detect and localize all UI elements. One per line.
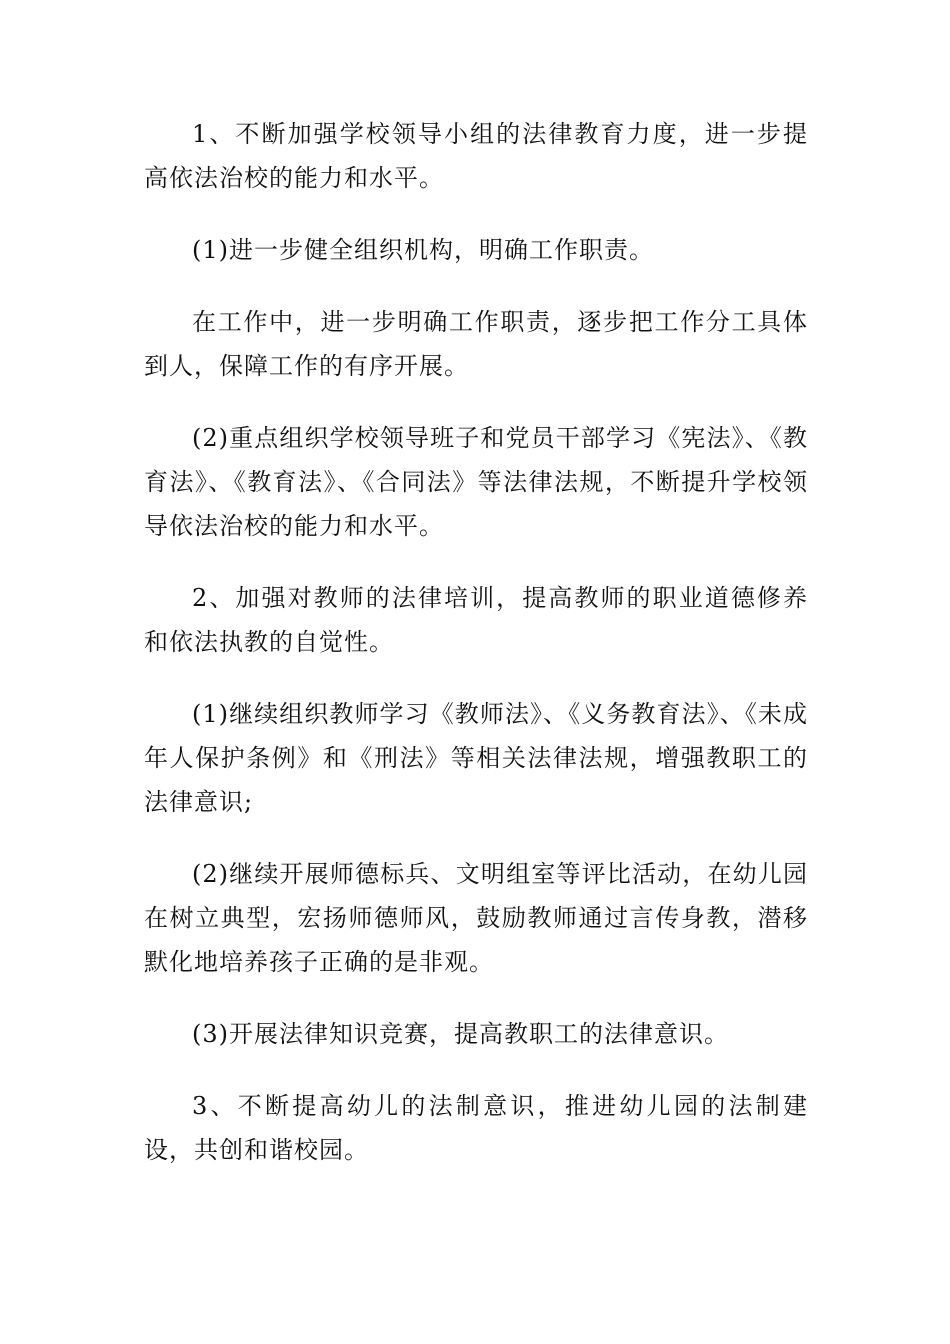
body-paragraph: 在工作中，进一步明确工作职责，逐步把工作分工具体到人，保障工作的有序开展。 bbox=[144, 308, 808, 380]
sub-item-2-1: (1)继续组织教师学习《教师法》、《义务教育法》、《未成年人保护条例》和《刑法》等相关法律法规，增强教职工的法律意识; bbox=[144, 700, 808, 816]
heading-item-1: 1、不断加强学校领导小组的法律教育力度，进一步提高依法治校的能力和水平。 bbox=[144, 120, 808, 192]
sub-item-2-2: (2)继续开展师德标兵、文明组室等评比活动，在幼儿园在树立典型，宏扬师德师风，鼓励教师通过言传身教，潜移默化地培养孩子正确的是非观。 bbox=[144, 860, 808, 976]
heading-item-2: 2、加强对教师的法律培训，提高教师的职业道德修养和依法执教的自觉性。 bbox=[144, 584, 808, 656]
sub-item-1-1: (1)进一步健全组织机构，明确工作职责。 bbox=[192, 236, 654, 264]
sub-item-1-2: (2)重点组织学校领导班子和党员干部学习《宪法》、《教育法》、《教育法》、《合同法》等法律法规，不断提升学校领导依法治校的能力和水平。 bbox=[144, 424, 808, 540]
document-body bbox=[144, 112, 808, 1200]
sub-item-2-3: (3)开展法律知识竞赛，提高教职工的法律意识。 bbox=[192, 1020, 729, 1048]
heading-item-3: 3、不断提高幼儿的法制意识，推进幼儿园的法制建设，共创和谐校园。 bbox=[144, 1092, 808, 1164]
